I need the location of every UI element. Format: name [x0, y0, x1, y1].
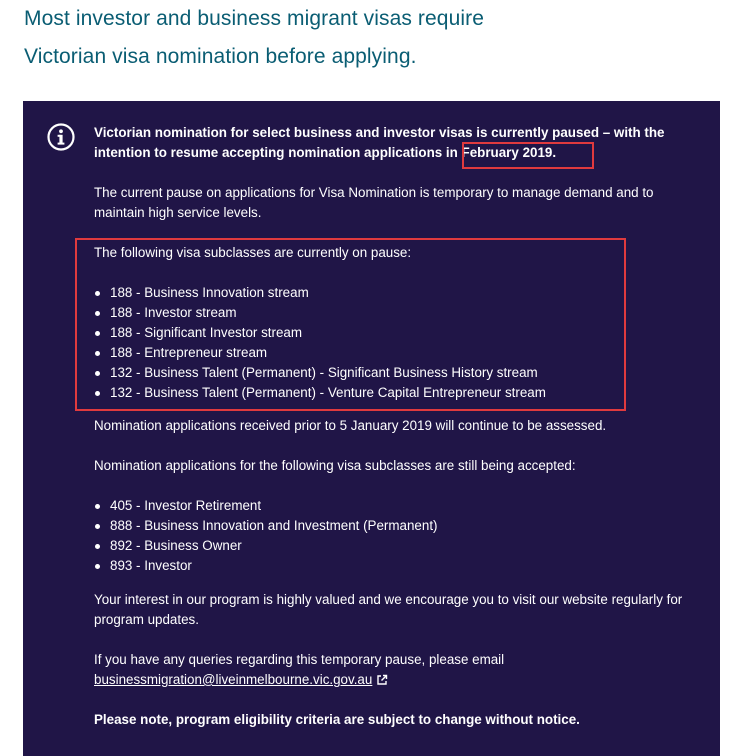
intro-line-1: Most investor and business migrant visas require [24, 7, 485, 30]
accepted-list-intro: Nomination applications for the following visa subclasses are still being accepted: [94, 458, 576, 473]
disclaimer: Please note, program eligibility criteria are subject to change without notice. [94, 712, 580, 727]
intro-line-2: Victorian visa nomination before applying. [24, 45, 417, 68]
paused-list-intro: The following visa subclasses are currently on pause: [94, 245, 412, 260]
list-item: 888 - Business Innovation and Investment (Permanent) [94, 516, 699, 536]
date-highlight-box [462, 142, 594, 169]
notice-content [94, 123, 699, 730]
resume-date: in February 2019. [445, 145, 557, 160]
list-item: 188 - Business Innovation stream [94, 283, 699, 303]
list-item: 188 - Investor stream [94, 303, 699, 323]
queries-note: If you have any queries regarding this temporary pause, please email [94, 652, 505, 667]
list-item: 188 - Significant Investor stream [94, 323, 699, 343]
list-item: 132 - Business Talent (Permanent) - Venture Capital Entrepreneur stream [94, 383, 699, 403]
notice-headline [94, 123, 699, 163]
list-item: 405 - Investor Retirement [94, 496, 699, 516]
list-item: 892 - Business Owner [94, 536, 699, 556]
prior-applications-note: Nomination applications received prior to 5 January 2019 will continue to be assessed. [94, 418, 607, 433]
email-line [94, 670, 699, 690]
info-icon [47, 123, 75, 151]
accepted-visa-list [94, 496, 699, 576]
list-item: 188 - Entrepreneur stream [94, 343, 699, 363]
headline-text: Victorian nomination for select business and investor visas is currently paused – with the intention to resume accepting nomination applications [94, 125, 665, 160]
pause-reason: The current pause on applications for Visa Nomination is temporary to manage demand and to maintain high service levels. [94, 185, 654, 220]
interest-note: Your interest in our program is highly valued and we encourage you to visit our website regularly for program updates. [94, 592, 683, 627]
intro-text [24, 0, 724, 76]
list-item: 893 - Investor [94, 556, 699, 576]
list-item: 132 - Business Talent (Permanent) - Significant Business History stream [94, 363, 699, 383]
email-link[interactable]: businessmigration@liveinmelbourne.vic.gov.au [94, 672, 373, 687]
paused-list-highlight-box [75, 238, 626, 411]
pause-notice-panel [23, 101, 720, 756]
external-link-icon[interactable] [376, 674, 388, 686]
